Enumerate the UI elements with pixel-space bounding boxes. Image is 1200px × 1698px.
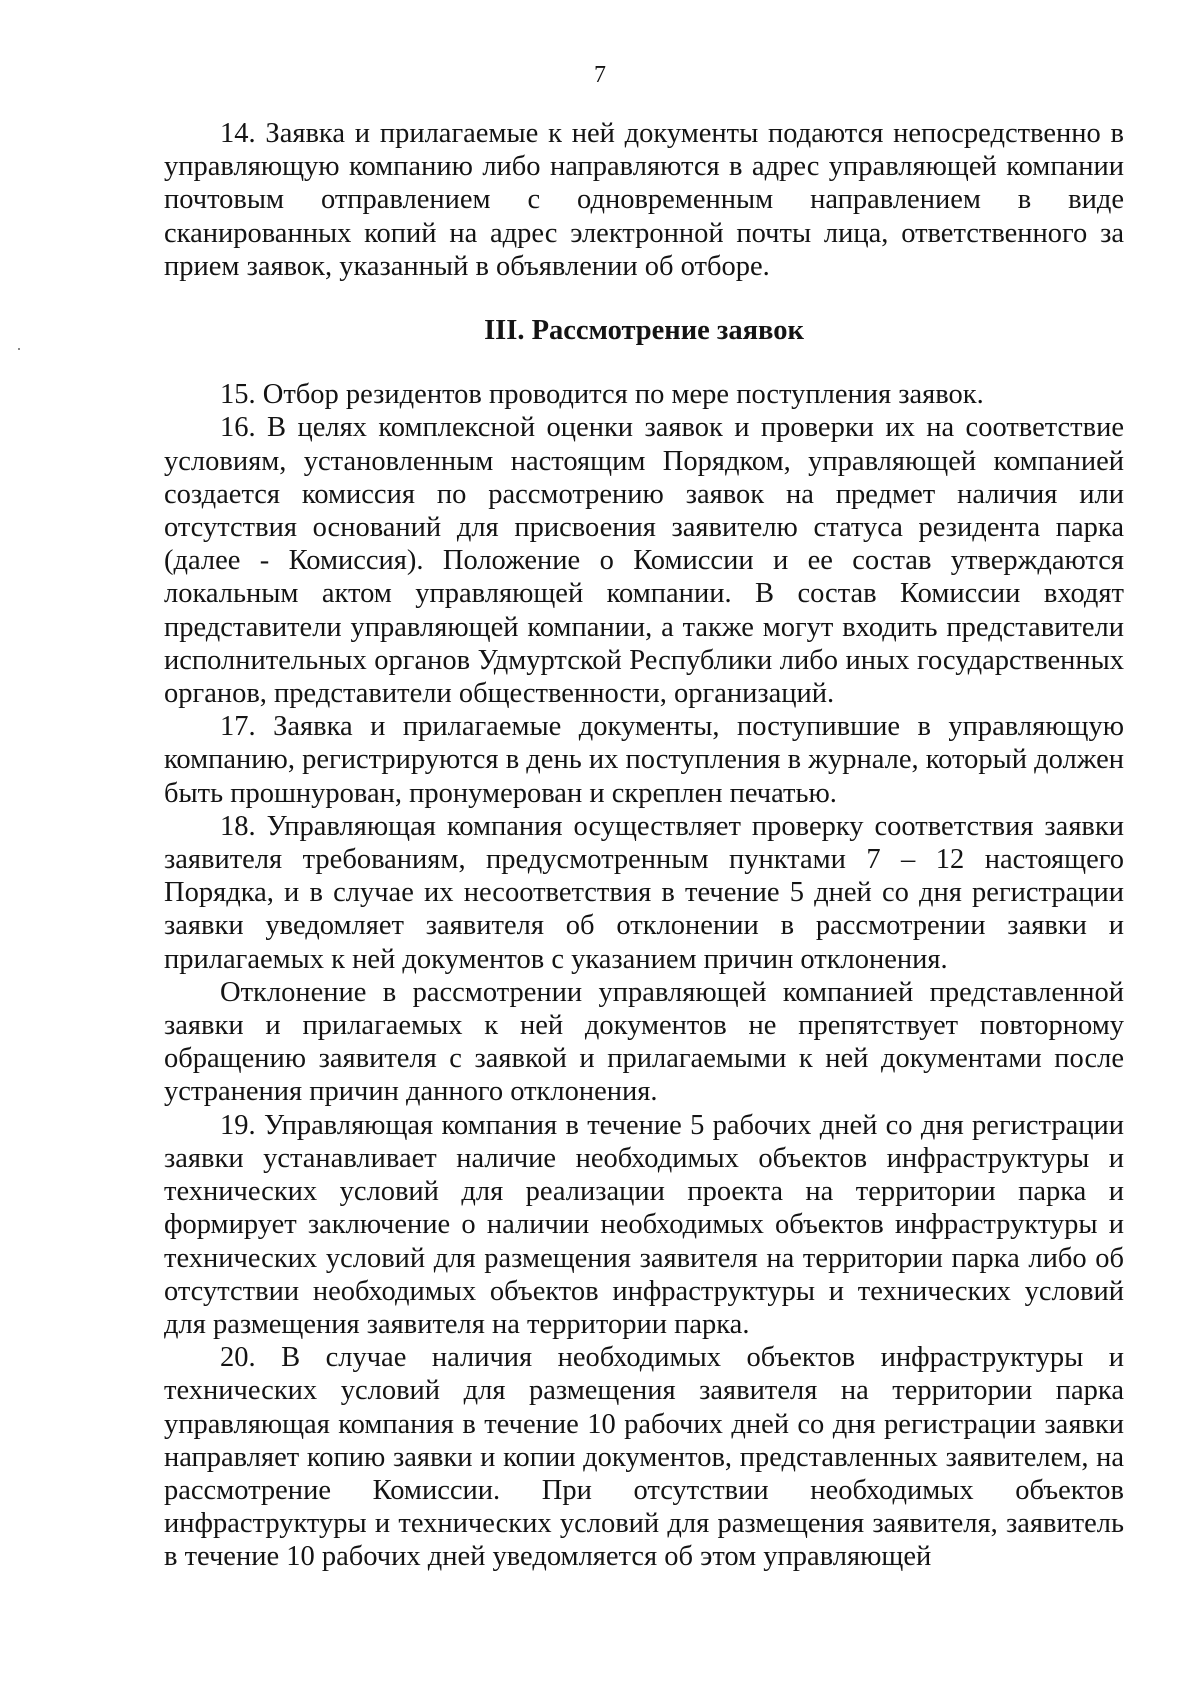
- page-number: 7: [594, 62, 606, 88]
- document-body: [164, 117, 1124, 1574]
- paragraph-15: 15. Отбор резидентов проводится по мере поступления заявок.: [220, 379, 984, 411]
- paragraph-17: 17. Заявка и прилагаемые документы, поступившие в управляющую компанию, регистрируются в день их поступления в журнале, который должен быть прошнурован, пронумерован и скреплен печатью.: [164, 711, 1124, 809]
- section-heading: III. Рассмотрение заявок: [484, 315, 804, 347]
- paragraph-14: 14. Заявка и прилагаемые к ней документы подаются непосредственно в управляющую компанию либо направляются в адрес управляющей компании почтовым отправлением с одновременным направлением в виде сканированных копий на адрес электронной почты лица, ответственного за прием заявок, указанный в объявлении об отборе.: [164, 118, 1124, 282]
- paragraph-18-continuation: Отклонение в рассмотрении управляющей компанией представленной заявки и прилагаемых к ней документов не препятствует повторному обращению заявителя с заявкой и прилагаемыми к ней документами после устранения причин данного отклонения.: [164, 976, 1124, 1108]
- paragraph-16: 16. В целях комплексной оценки заявок и проверки их на соответствие условиям, установленным настоящим Порядком, управляющей компанией создается комиссия по рассмотрению заявок на предмет наличия или отсутствия оснований для присвоения заявителю статуса резидента парка (далее - Комиссия). Положение о Комиссии и ее состав утверждаются локальным актом управляющей компании. В состав Комиссии входят представители управляющей компании, а также могут входить представители исполнительных органов Удмуртской Республики либо иных государственных органов, представители общественности, организаций.: [164, 412, 1124, 710]
- paragraph-18: 18. Управляющая компания осуществляет проверку соответствия заявки заявителя требованиям, предусмотренным пунктами 7 – 12 настоящего Порядка, и в случае их несоответствия в течение 5 дней со дня регистрации заявки уведомляет заявителя об отклонении в рассмотрении заявки и прилагаемых к ней документов с указанием причин отклонения.: [164, 810, 1124, 975]
- scan-speck: [18, 348, 20, 350]
- paragraph-20: 20. В случае наличия необходимых объектов инфраструктуры и технических условий для размещения заявителя на территории парка управляющая компания в течение 10 рабочих дней со дня регистрации заявки направляет копию заявки и копии документов, представленных заявителем, на рассмотрение Комиссии. При отсутствии необходимых объектов инфраструктуры и технических условий для размещения заявителя, заявитель в течение 10 рабочих дней уведомляется об этом управляющей: [164, 1342, 1124, 1573]
- paragraph-19: 19. Управляющая компания в течение 5 рабочих дней со дня регистрации заявки устанавливает наличие необходимых объектов инфраструктуры и технических условий для реализации проекта на территории парка и формирует заключение о наличии необходимых объектов инфраструктуры и технических условий для размещения заявителя на территории парка либо об отсутствии необходимых объектов инфраструктуры и технических условий для размещения заявителя на территории парка.: [164, 1109, 1124, 1340]
